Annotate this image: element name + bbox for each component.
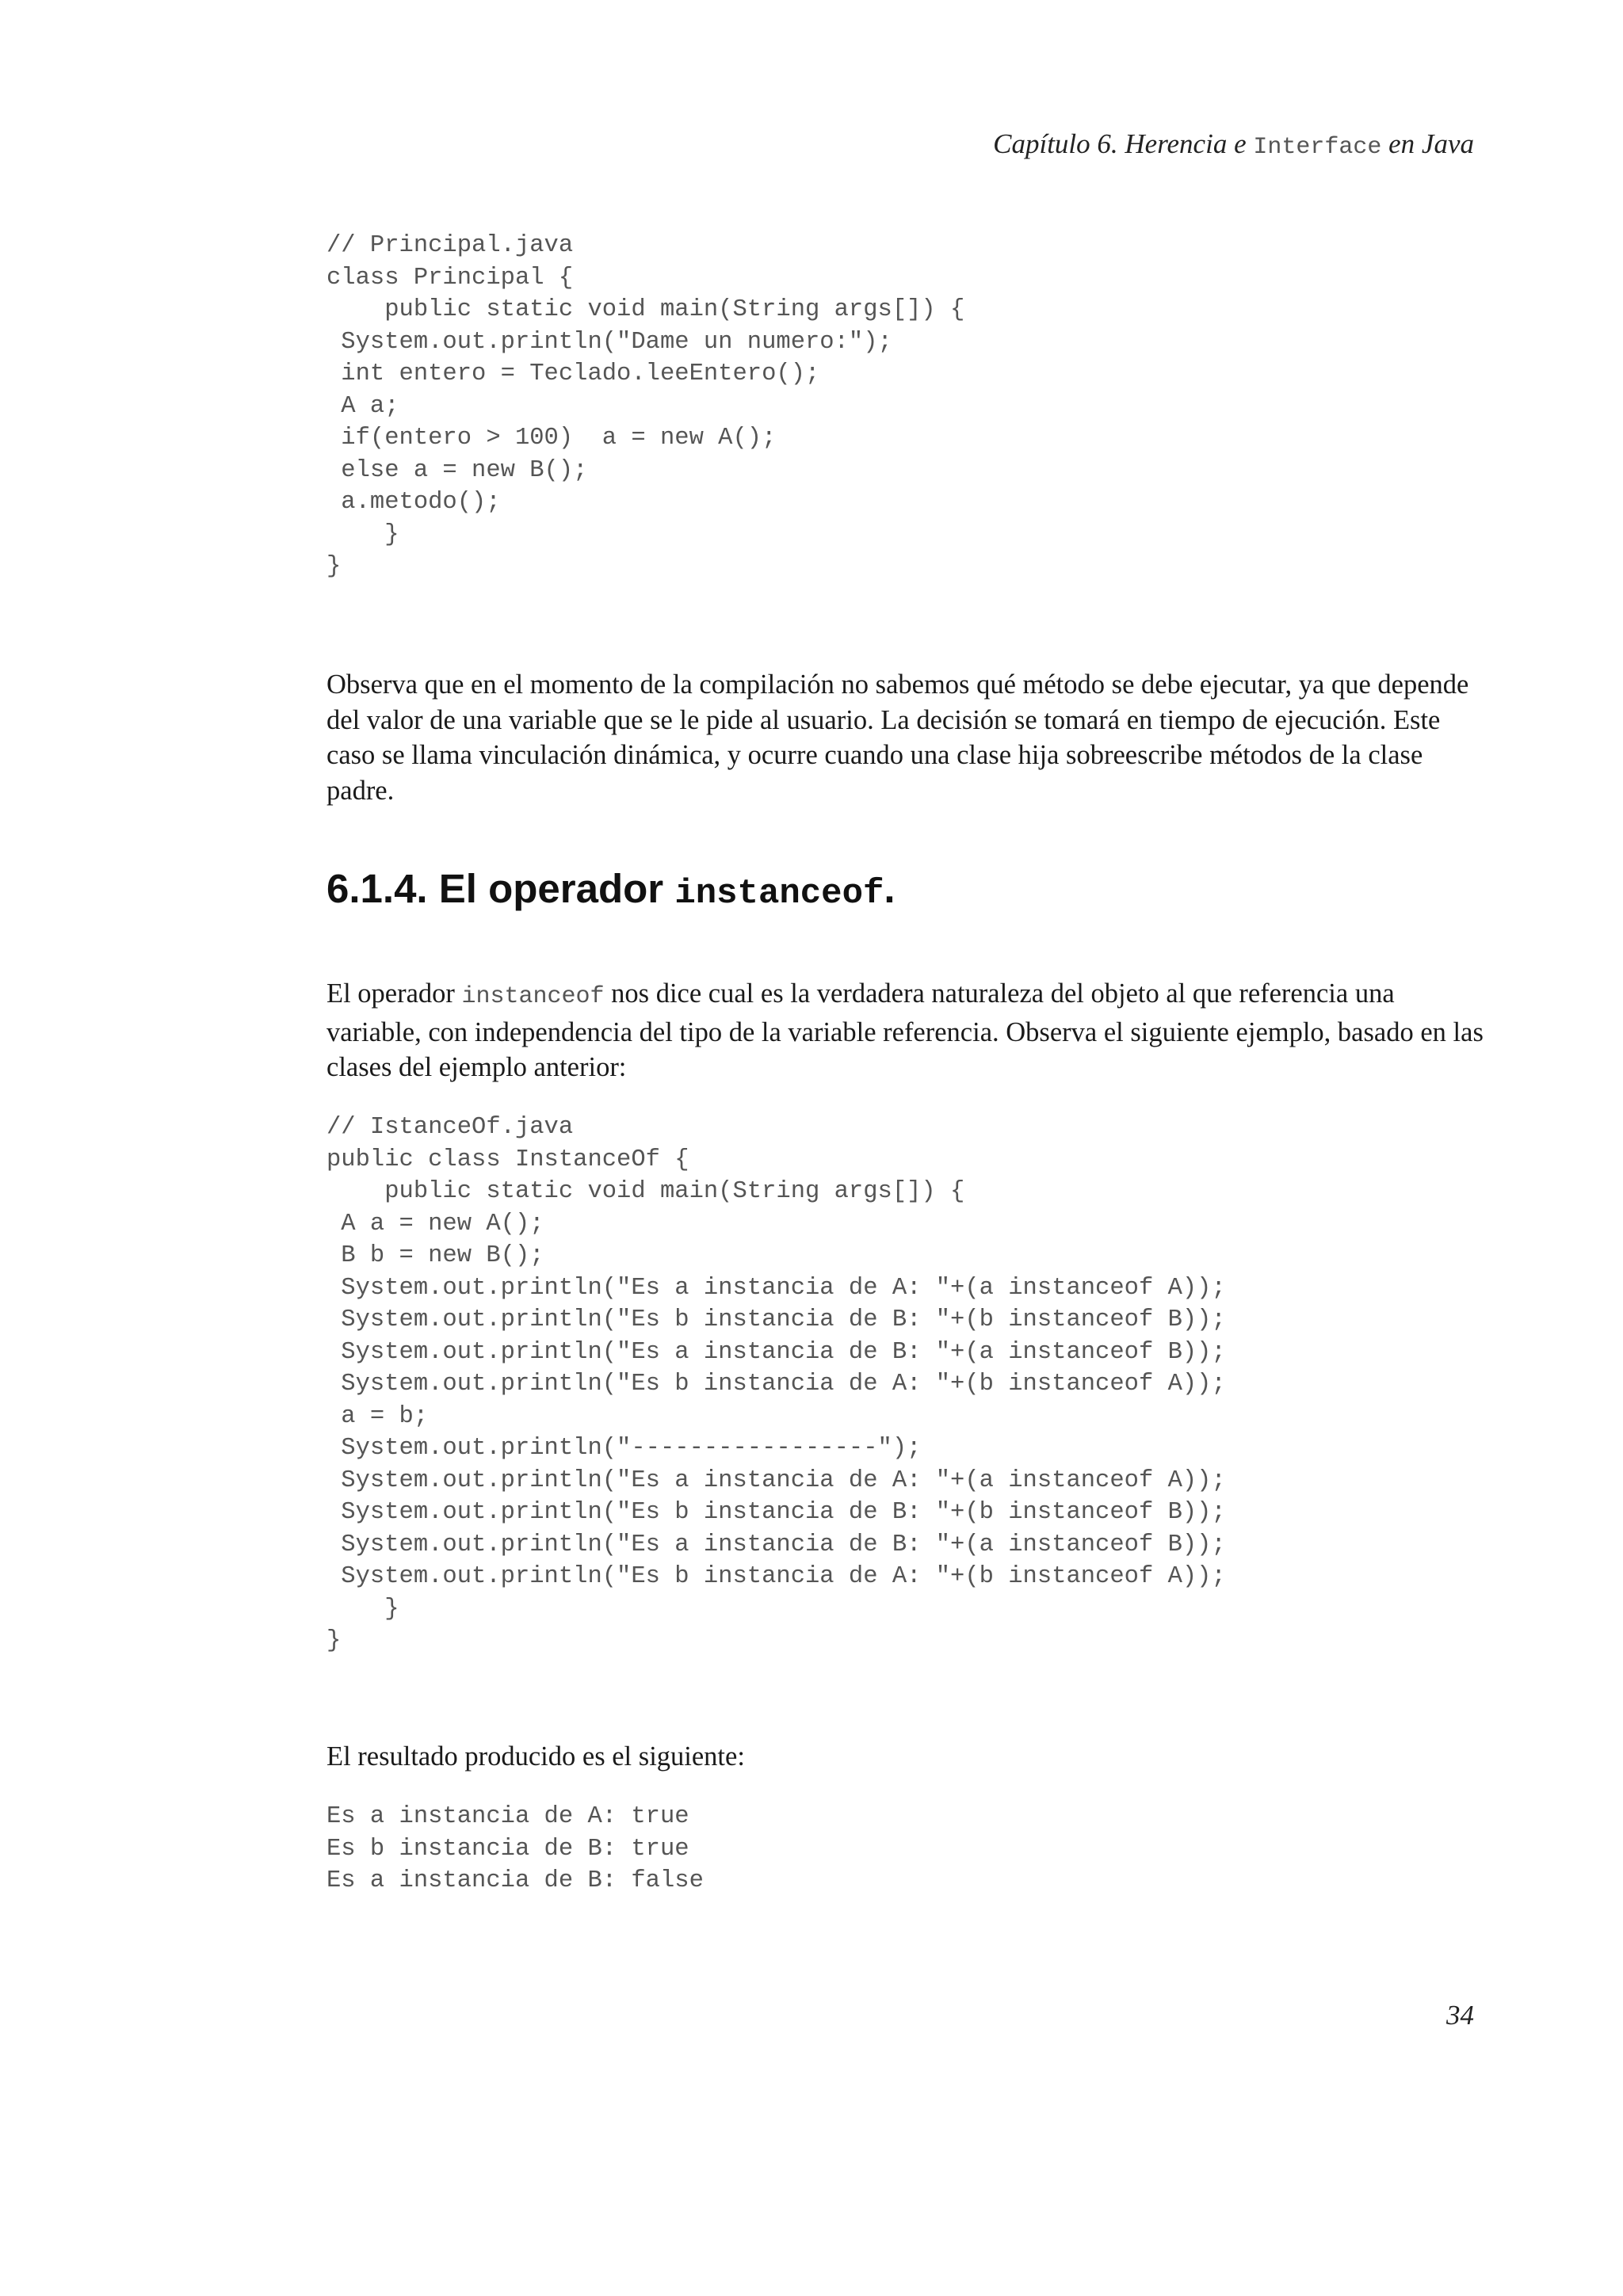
code-line: // IstanceOf.java <box>327 1114 574 1141</box>
code-block-principal <box>327 230 964 583</box>
code-block-instanceof <box>327 1112 1226 1657</box>
code-line: System.out.println("Es a instancia de A: "+(a instanceof A)); <box>327 1466 1226 1494</box>
output-line: Es a instancia de B: false <box>327 1867 704 1894</box>
code-line: A a; <box>327 392 399 420</box>
running-header <box>993 128 1474 161</box>
paragraph-prefix: El operador <box>327 978 462 1009</box>
paragraph-dynamic-binding: Observa que en el momento de la compilación no sabemos qué método se debe ejecutar, ya que depende del valor de una variable que se le pide al usuario. La decisión se tomará en tiempo de ejecución. Este caso se llama vinculación dinámica, y ocurre cuando una clase hija sobreescribe métodos de la clase padre. <box>327 669 1469 806</box>
code-line: A a = new A(); <box>327 1210 544 1238</box>
code-line: public class InstanceOf { <box>327 1146 689 1173</box>
code-line: System.out.println("-----------------"); <box>327 1435 922 1462</box>
code-line: } <box>327 1627 342 1654</box>
output-line: Es a instancia de A: true <box>327 1803 689 1830</box>
code-line: a.metodo(); <box>327 489 501 516</box>
code-line: public static void main(String args[]) { <box>327 296 965 323</box>
section-heading-code: instanceof <box>674 874 884 913</box>
code-line: } <box>327 521 399 548</box>
code-line: System.out.println("Es a instancia de B: "+(a instanceof B)); <box>327 1531 1226 1558</box>
code-line: System.out.println("Es a instancia de B: "+(a instanceof B)); <box>327 1338 1226 1366</box>
paragraph-result-intro: El resultado producido es el siguiente: <box>327 1741 745 1772</box>
code-line: System.out.println("Es b instancia de B: "+(b instanceof B)); <box>327 1499 1226 1526</box>
section-heading-end: . <box>884 866 896 911</box>
output-line: Es b instancia de B: true <box>327 1835 689 1863</box>
code-line: public static void main(String args[]) { <box>327 1178 965 1205</box>
code-line: class Principal { <box>327 264 574 292</box>
code-line: } <box>327 1595 399 1623</box>
code-line: System.out.println("Es b instancia de B: "+(b instanceof B)); <box>327 1306 1226 1333</box>
code-line: System.out.println("Es b instancia de A: "+(b instanceof A)); <box>327 1371 1226 1398</box>
section-heading-title: 6.1.4. El operador <box>327 866 675 911</box>
section-heading <box>327 865 896 917</box>
code-line: System.out.println("Es a instancia de A: "+(a instanceof A)); <box>327 1274 1226 1302</box>
code-line: if(entero > 100) a = new A(); <box>327 425 777 452</box>
code-line: System.out.println("Es b instancia de A: "+(b instanceof A)); <box>327 1563 1226 1590</box>
paragraph-instanceof-intro <box>327 976 1484 1085</box>
code-line: else a = new B(); <box>327 456 588 484</box>
paragraph-rest: nos dice cual es la verdadera naturaleza del objeto al que referencia una variable, con independencia del tipo de la variable referencia. Observa el siguiente ejemplo, basado en las clases del ejemplo anterior: <box>327 978 1484 1082</box>
code-line: a = b; <box>327 1402 429 1430</box>
code-line: System.out.println("Dame un numero:"); <box>327 328 892 356</box>
code-line: B b = new B(); <box>327 1242 544 1269</box>
code-line: // Principal.java <box>327 232 574 259</box>
running-header-suffix: en Java <box>1381 128 1474 159</box>
code-line: } <box>327 553 342 580</box>
inline-code-instanceof: instanceof <box>461 983 605 1010</box>
code-line: int entero = Teclado.leeEntero(); <box>327 360 820 387</box>
running-header-prefix: Capítulo 6. Herencia e <box>993 128 1254 159</box>
running-header-code: Interface <box>1253 134 1382 161</box>
page-number: 34 <box>1446 2000 1474 2031</box>
output-block <box>327 1801 704 1897</box>
